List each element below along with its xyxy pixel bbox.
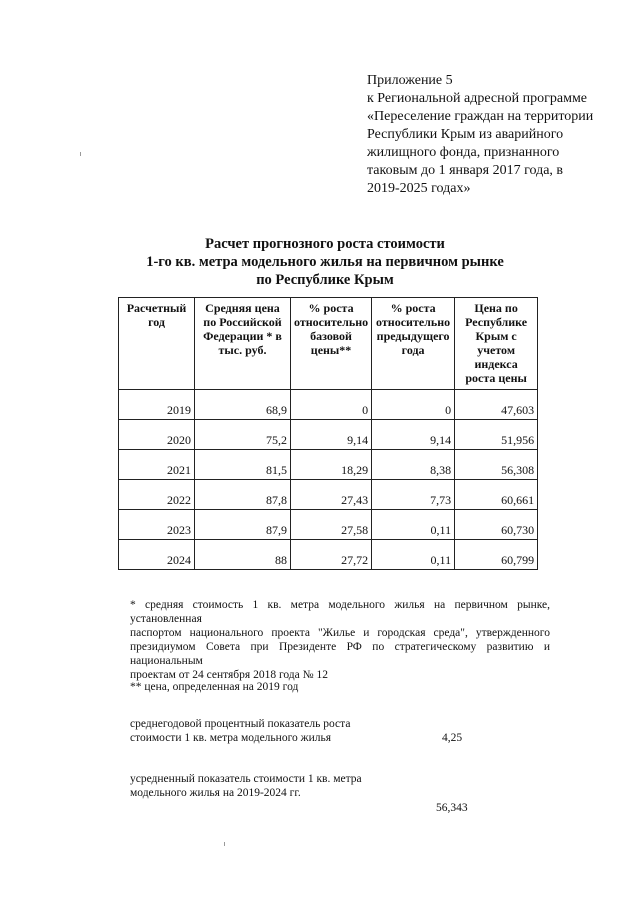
appendix-line: Республики Крым из аварийного bbox=[367, 127, 564, 142]
appendix-line: таковым до 1 января 2017 года, в bbox=[367, 163, 564, 178]
cell-crimea-price: 56,308 bbox=[455, 450, 538, 480]
cell-crimea-price: 60,661 bbox=[455, 480, 538, 510]
indicator-growth-label bbox=[130, 717, 350, 745]
table-row bbox=[119, 510, 538, 540]
cell-rf-price: 81,5 bbox=[195, 450, 291, 480]
cell-growth-prev: 9,14 bbox=[372, 420, 455, 450]
table-row bbox=[119, 420, 538, 450]
column-header-crimea-price: Цена по Республике Крым с учетом индекса роста цены bbox=[455, 298, 538, 390]
cell-rf-price: 68,9 bbox=[195, 390, 291, 420]
footnote-base-price bbox=[130, 598, 550, 682]
cell-growth-base: 18,29 bbox=[291, 450, 372, 480]
table-row bbox=[119, 450, 538, 480]
appendix-line: «Переселение граждан на территории bbox=[367, 109, 594, 124]
cell-rf-price: 87,9 bbox=[195, 510, 291, 540]
cell-year: 2023 bbox=[119, 510, 195, 540]
cell-rf-price: 87,8 bbox=[195, 480, 291, 510]
scan-mark bbox=[80, 152, 81, 156]
table-row bbox=[119, 540, 538, 570]
appendix-line: жилищного фонда, признанного bbox=[367, 145, 560, 160]
indicator-average-label bbox=[130, 772, 362, 800]
price-forecast-table bbox=[118, 297, 538, 570]
column-header-year: Расчетный год bbox=[119, 298, 195, 390]
indicator-line: усредненный показатель стоимости 1 кв. метра bbox=[130, 773, 362, 785]
cell-growth-prev: 0,11 bbox=[372, 540, 455, 570]
cell-growth-prev: 0,11 bbox=[372, 510, 455, 540]
appendix-line: Приложение 5 bbox=[367, 73, 453, 88]
table-header-row bbox=[119, 298, 538, 390]
cell-growth-prev: 0 bbox=[372, 390, 455, 420]
title-line: по Республике Крым bbox=[256, 272, 394, 288]
scan-mark bbox=[224, 842, 225, 846]
cell-crimea-price: 60,799 bbox=[455, 540, 538, 570]
cell-year: 2021 bbox=[119, 450, 195, 480]
appendix-line: 2019-2025 годах» bbox=[367, 181, 471, 196]
indicator-line: модельного жилья на 2019-2024 гг. bbox=[130, 787, 301, 799]
cell-crimea-price: 51,956 bbox=[455, 420, 538, 450]
footnote-line: президиумом Совета при Президенте РФ по стратегическому развитию и национальным bbox=[130, 641, 550, 667]
cell-year: 2020 bbox=[119, 420, 195, 450]
cell-growth-base: 9,14 bbox=[291, 420, 372, 450]
column-header-growth-base: % роста относительно базовой цены** bbox=[291, 298, 372, 390]
footnote-line: паспортом национального проекта "Жилье и городская среда", утвержденного bbox=[130, 627, 550, 639]
appendix-header bbox=[367, 72, 617, 198]
cell-growth-prev: 8,38 bbox=[372, 450, 455, 480]
cell-growth-prev: 7,73 bbox=[372, 480, 455, 510]
cell-growth-base: 27,58 bbox=[291, 510, 372, 540]
indicator-average-value: 56,343 bbox=[436, 802, 468, 814]
indicator-line: стоимости 1 кв. метра модельного жилья bbox=[130, 732, 331, 744]
cell-crimea-price: 47,603 bbox=[455, 390, 538, 420]
cell-year: 2019 bbox=[119, 390, 195, 420]
table-row bbox=[119, 480, 538, 510]
title-line: 1-го кв. метра модельного жилья на первичном рынке bbox=[146, 254, 504, 270]
table-row bbox=[119, 390, 538, 420]
appendix-line: к Региональной адресной программе bbox=[367, 91, 588, 106]
indicator-growth-value: 4,25 bbox=[442, 732, 463, 744]
cell-growth-base: 0 bbox=[291, 390, 372, 420]
title-line: Расчет прогнозного роста стоимости bbox=[205, 236, 445, 252]
cell-year: 2024 bbox=[119, 540, 195, 570]
column-header-rf-price: Средняя цена по Российской Федерации * в тыс. руб. bbox=[195, 298, 291, 390]
cell-growth-base: 27,72 bbox=[291, 540, 372, 570]
document-title bbox=[110, 235, 540, 289]
indicator-line: среднегодовой процентный показатель роста bbox=[130, 718, 351, 730]
footnote-line: * средняя стоимость 1 кв. метра модельного жилья на первичном рынке, установленная bbox=[130, 599, 550, 625]
cell-growth-base: 27,43 bbox=[291, 480, 372, 510]
column-header-growth-prev: % роста относительно предыдущего года bbox=[372, 298, 455, 390]
cell-crimea-price: 60,730 bbox=[455, 510, 538, 540]
footnote-line: проектам от 24 сентября 2018 года № 12 bbox=[130, 669, 328, 681]
footnote-price-2019: ** цена, определенная на 2019 год bbox=[130, 681, 299, 693]
cell-rf-price: 75,2 bbox=[195, 420, 291, 450]
cell-rf-price: 88 bbox=[195, 540, 291, 570]
cell-year: 2022 bbox=[119, 480, 195, 510]
